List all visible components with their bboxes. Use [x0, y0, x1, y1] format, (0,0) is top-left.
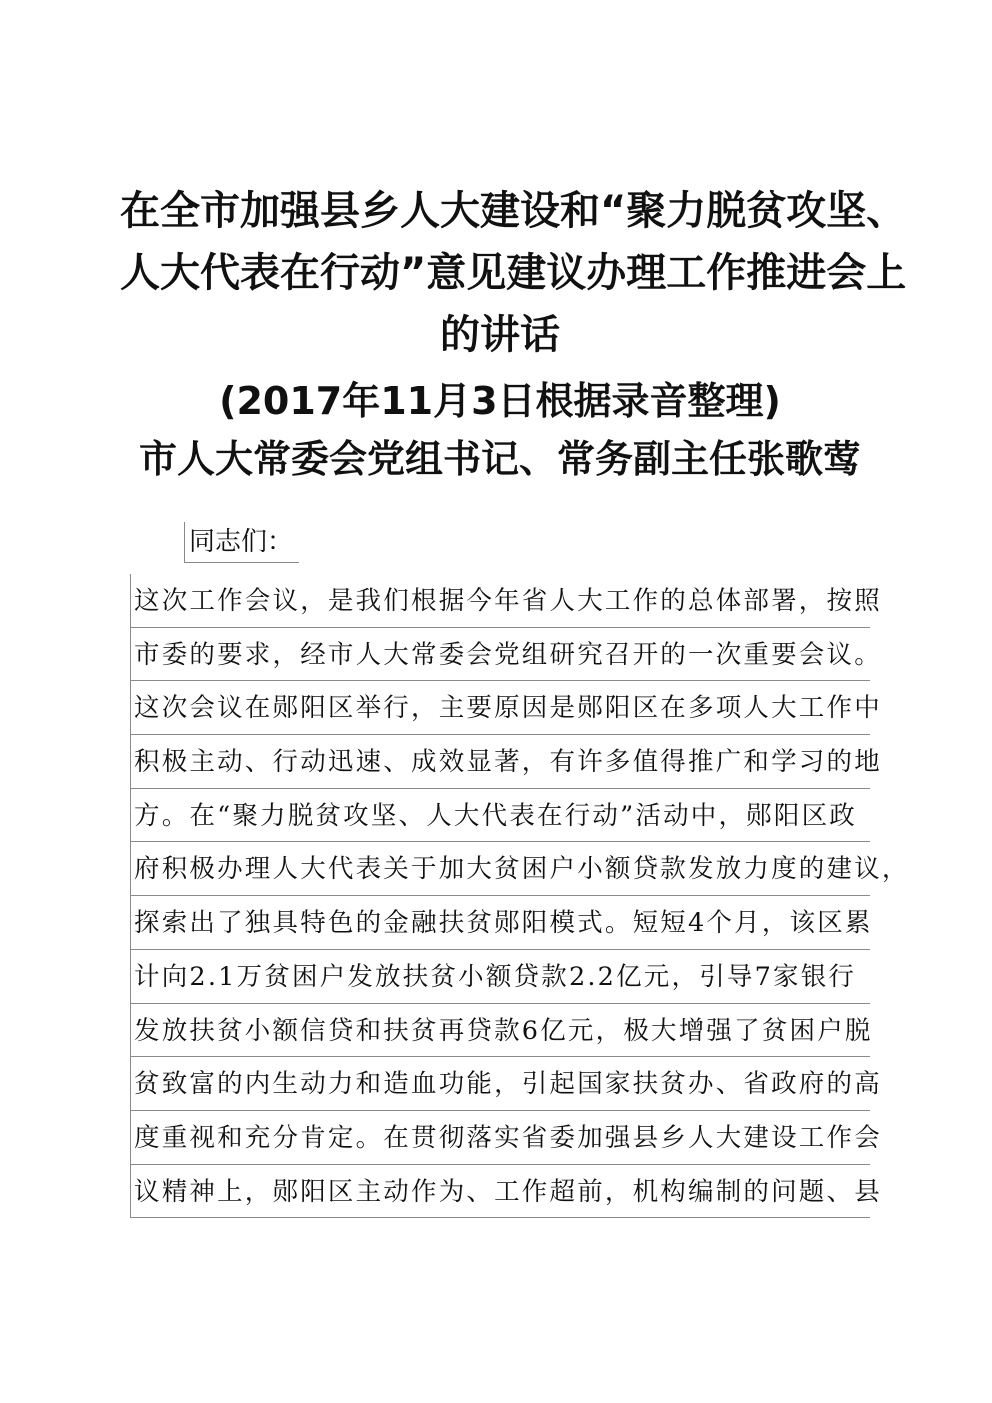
body-line: 贫致富的内生动力和造血功能，引起国家扶贫办、省政府的高 [130, 1057, 870, 1111]
title-line-3: 的讲话 [440, 312, 560, 358]
document-subtitle [120, 372, 880, 488]
greeting: 同志们： [184, 522, 299, 563]
body-line: 度重视和充分肯定。在贯彻落实省委加强县乡人大建设工作会 [130, 1111, 870, 1165]
body-line: 计向2.1万贫困户发放扶贫小额贷款2.2亿元，引导7家银行 [130, 950, 870, 1004]
speaker-line: 市人大常委会党组书记、常务副主任张歌莺 [138, 437, 861, 481]
body-line: 探索出了独具特色的金融扶贫郧阳模式。短短4个月，该区累 [130, 896, 870, 950]
date-note: (2017年11月3日根据录音整理) [219, 379, 781, 423]
document-title [120, 180, 907, 366]
title-line-2: 人大代表在行动”意见建议办理工作推进会上 [120, 250, 907, 296]
body-line: 方。在“聚力脱贫攻坚、人大代表在行动”活动中，郧阳区政 [130, 789, 870, 843]
body-line: 这次工作会议，是我们根据今年省人大工作的总体部署，按照 [130, 574, 870, 628]
body-line: 府积极办理人大代表关于加大贫困户小额贷款发放力度的建议， [130, 842, 870, 896]
body-line: 积极主动、行动迅速、成效显著，有许多值得推广和学习的地 [130, 735, 870, 789]
body-line: 市委的要求，经市人大常委会党组研究召开的一次重要会议。 [130, 628, 870, 682]
title-line-1: 在全市加强县乡人大建设和“聚力脱贫攻坚、 [120, 188, 907, 234]
body-line: 这次会议在郧阳区举行，主要原因是郧阳区在多项人大工作中 [130, 681, 870, 735]
body-line: 议精神上，郧阳区主动作为、工作超前，机构编制的问题、县 [130, 1165, 870, 1219]
body-text [130, 574, 910, 1218]
body-line: 发放扶贫小额信贷和扶贫再贷款6亿元，极大增强了贫困户脱 [130, 1004, 870, 1058]
